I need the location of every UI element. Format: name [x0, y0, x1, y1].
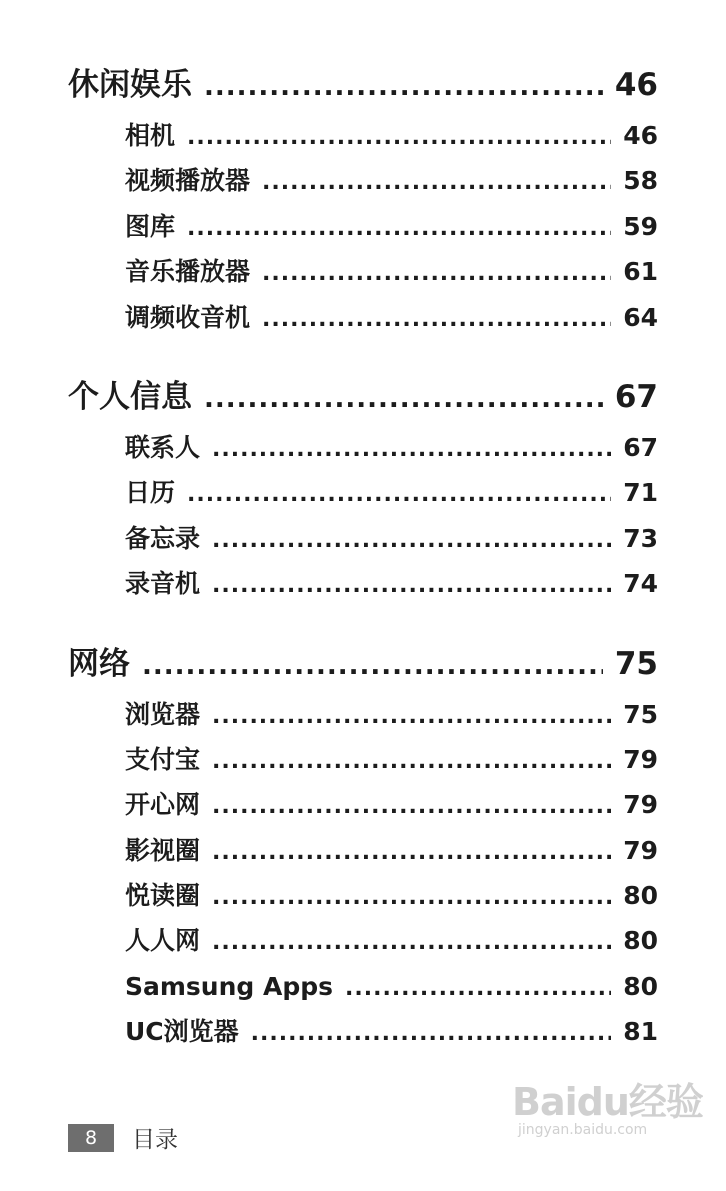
- toc-heading-row: [68, 58, 658, 113]
- toc-entry-page: 61: [623, 257, 658, 287]
- dot-leader: [212, 784, 611, 829]
- toc-entry-label: 浏览器: [125, 699, 201, 729]
- toc-entry-label: 录音机: [125, 569, 201, 599]
- toc-entry-label: 日历: [125, 478, 176, 508]
- toc-entry: [68, 737, 658, 782]
- toc-entry-page: 59: [623, 211, 658, 241]
- toc-section-personal-info: [68, 370, 658, 607]
- toc-entry: [68, 692, 658, 737]
- toc-entry: [68, 964, 658, 1009]
- toc-entry: [68, 873, 658, 918]
- toc-heading-page: 67: [614, 378, 658, 415]
- dot-leader: [187, 472, 611, 517]
- toc-entry: [68, 204, 658, 249]
- dot-leader: [212, 739, 611, 784]
- toc-entry-page: 46: [623, 121, 658, 150]
- footer-title: 目录: [132, 1127, 178, 1153]
- dot-leader: [212, 518, 611, 563]
- dot-leader: [212, 875, 611, 920]
- baidu-watermark: [512, 1082, 712, 1162]
- toc-entry: [68, 561, 658, 606]
- toc-heading-page: 75: [614, 645, 658, 682]
- toc-entry-page: 80: [623, 971, 658, 1001]
- toc-entry-page: 64: [623, 302, 658, 332]
- dot-leader: [345, 966, 611, 1011]
- page-footer: [68, 1121, 178, 1154]
- toc-entry-page: 80: [623, 881, 658, 911]
- toc-heading-row: [68, 637, 658, 692]
- toc-entry: [68, 516, 658, 561]
- toc-entry-page: 58: [623, 166, 658, 196]
- toc-entry: [68, 249, 658, 294]
- toc-heading-title: 网络: [68, 645, 130, 682]
- toc-entry-label: 音乐播放器: [125, 257, 251, 287]
- table-of-contents: [68, 58, 658, 1085]
- watermark-url: jingyan.baidu.com: [518, 1122, 648, 1138]
- toc-entry-page: 79: [623, 744, 658, 774]
- toc-entry-page: 79: [623, 835, 658, 865]
- dot-leader: [212, 830, 611, 875]
- toc-entry: [68, 782, 658, 827]
- toc-entry-label: 支付宝: [125, 744, 201, 774]
- toc-entry: [68, 470, 658, 515]
- toc-section-network: [68, 637, 658, 1055]
- page-number-badge: 8: [68, 1124, 114, 1152]
- dot-leader: [212, 920, 611, 965]
- dot-leader: [204, 372, 603, 427]
- toc-heading-page: 46: [614, 67, 658, 103]
- toc-entry: [68, 295, 658, 340]
- toc-entry-label: UC浏览器: [125, 1017, 239, 1047]
- toc-entry: [68, 828, 658, 873]
- dot-leader: [262, 297, 611, 342]
- toc-heading-title: 个人信息: [68, 378, 192, 415]
- toc-entry-page: 80: [623, 926, 658, 956]
- toc-entry-page: 79: [623, 790, 658, 820]
- dot-leader: [251, 1011, 612, 1056]
- dot-leader: [212, 427, 611, 472]
- toc-entry: [68, 113, 658, 158]
- dot-leader: [262, 251, 611, 296]
- toc-entry-label: 调频收音机: [125, 302, 251, 332]
- toc-entry-label: 联系人: [125, 432, 201, 462]
- toc-entry-label: 相机: [125, 121, 176, 150]
- toc-entry-label: 视频播放器: [125, 166, 251, 196]
- dot-leader: [262, 160, 611, 205]
- toc-entry-page: 71: [623, 478, 658, 508]
- dot-leader: [212, 563, 611, 608]
- toc-entry-label: 图库: [125, 211, 176, 241]
- dot-leader: [187, 115, 611, 160]
- dot-leader: [204, 60, 603, 115]
- toc-entry-label: 开心网: [125, 790, 201, 820]
- dot-leader: [187, 206, 611, 251]
- toc-heading-title: 休闲娱乐: [68, 67, 192, 103]
- toc-entry-page: 75: [623, 699, 658, 729]
- watermark-logo: Baidu经验: [512, 1080, 703, 1124]
- toc-entry-page: 73: [623, 523, 658, 553]
- toc-entry-page: 74: [623, 569, 658, 599]
- toc-entry-label: 备忘录: [125, 523, 201, 553]
- toc-heading-row: [68, 370, 658, 425]
- dot-leader: [142, 639, 603, 694]
- dot-leader: [212, 694, 611, 739]
- toc-entry: [68, 425, 658, 470]
- toc-section-entertainment: [68, 58, 658, 340]
- toc-entry: [68, 158, 658, 203]
- toc-entry-page: 81: [623, 1017, 658, 1047]
- toc-entry-label: Samsung Apps: [125, 971, 334, 1001]
- toc-entry: [68, 918, 658, 963]
- toc-entry-label: 影视圈: [125, 835, 201, 865]
- toc-entry-label: 人人网: [125, 926, 201, 956]
- toc-entry-page: 67: [623, 432, 658, 462]
- toc-entry-label: 悦读圈: [125, 881, 201, 911]
- toc-entry: [68, 1009, 658, 1054]
